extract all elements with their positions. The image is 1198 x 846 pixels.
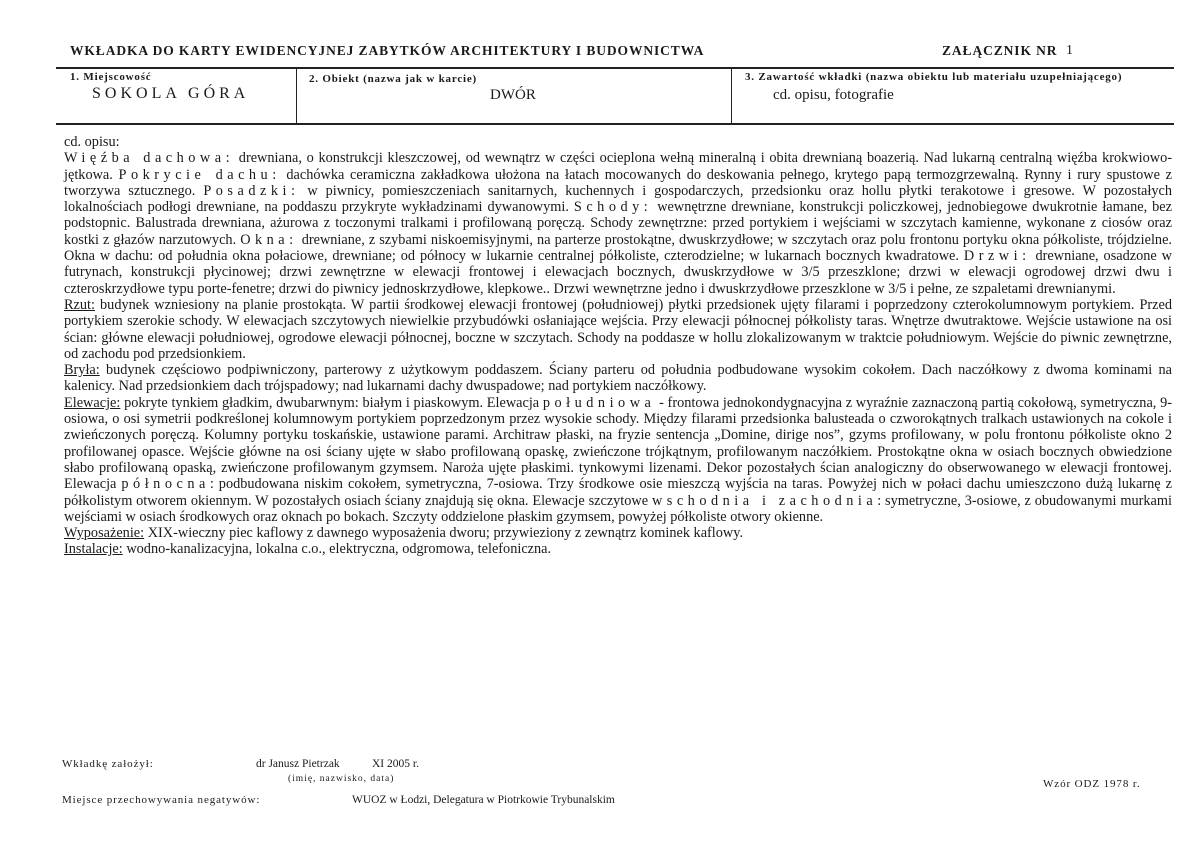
- annex-number: 1: [1066, 43, 1073, 58]
- description-paragraph-rzut: [64, 297, 1172, 362]
- contents-label: 3. Zawartość wkładki (nazwa obiektu lub materiału uzupełniającego): [745, 71, 1123, 83]
- heading-instalacje: Instalacje:: [64, 541, 123, 558]
- text-instalacje: wodno-kanalizacyjna, lokalna c.o., elektryczna, odgromowa, telefoniczna.: [122, 541, 552, 558]
- field-divider-2: [731, 68, 732, 123]
- negatives-location: WUOZ w Łodzi, Delegatura w Piotrkowie Trybunalskim: [352, 794, 615, 806]
- author-hint: (imię, nazwisko, data): [288, 774, 395, 784]
- term-schody: Schody:: [573, 199, 653, 216]
- founded-label: Wkładkę założył:: [62, 758, 154, 770]
- field-divider-1: [296, 68, 297, 123]
- term-wiezba: Więźba dachowa:: [64, 150, 235, 167]
- heading-rzut: Rzut:: [64, 296, 95, 313]
- term-polnocna: północna: [121, 476, 210, 493]
- text-elewacje-3: : podbudowana niskim cokołem, symetryczna, 7-osiowa. Trzy środkowe osie mieszczą wyjścia na taras. Powyżej nich w połaci dachu umieszczono dużą lukarnę z półkolistym otworem okiennym. W pozostałych osiach ściany znajdują się okna. Elewacje szczytowe: [64, 476, 1172, 509]
- description-paragraph-construction: [64, 150, 1172, 297]
- form-title: WKŁADKA DO KARTY EWIDENCYJNEJ ZABYTKÓW ARCHITEKTURY I BUDOWNICTWA: [70, 43, 705, 58]
- heading-elewacje: Elewacje:: [64, 394, 121, 411]
- text-elewacje-2: - frontowa jednokondygnacyjna z wyraźnie zaznaczoną partią cokołową, symetryczna, 9-osiowa, o osi symetrii podkreślonej kolumnowym portykiem poprzedzonym przez wysokie schody. Między filarami przedsionka balusteada o czworokątnych tralkach ustawionych na cokole i zwieńczonych poręczą. Kolumny portyku toskańskie, ustawione parami. Architraw płaski, na fryzie sentencja „Domine, dirige nos”, gzyms profilowany, w polu frontonu półkoliste okno 2 profilowanej opasce. Wejście główne na osi ściany ujęte w słabo profilowaną opaskę, zwieńczone trójkątnym, profilowanym naczółkiem. Prostokątne okna w osiach bocznych obwiedzione słabo profilowaną opaską, zwieńczone profilowanym gzymsem. Naroża ujęte płaskimi. tynkowymi lizenami. Dekor pozostałych ścian analogiczny do obserwowanego w elewacji frontowej. Elewacja: [64, 394, 1172, 493]
- text-posadzki: w piwnicy, pomieszczeniach sanitarnych, kuchennych i gospodarczych, przedsionku oraz hollu płytki terakotowe i gresowe. W pozostałych lokalnościach podłogi drewniane, na poddaszu przykryte wykładzinami dywanowymi.: [64, 182, 1172, 216]
- description-paragraph-bryla: [64, 362, 1172, 395]
- text-elewacje-1: pokryte tynkiem gładkim, dwubarwnym: białym i piaskowym. Elewacja: [120, 394, 543, 411]
- term-posadzki: Posadzki:: [203, 182, 300, 199]
- text-schody: wewnętrzne drewniane, konstrukcji policzkowej, jednobiegowe dwukrotnie łamane, bez podstopnic. Balustrada drewniana, ażurowa z toczonymi tralkami i profilowaną poręczą. Schody zewnętrzne: przed portykiem i wejściami w szczytach kamienne, wykonane z ciosów oraz kostki z głazów narzutowych.: [64, 199, 1172, 248]
- form-model: Wzór ODZ 1978 r.: [1043, 778, 1141, 790]
- contents-value: cd. opisu, fotografie: [773, 87, 894, 103]
- heading-bryla: Bryła:: [64, 362, 100, 379]
- object-value: DWÓR: [490, 87, 536, 103]
- description-paragraph-elewacje: [64, 395, 1172, 525]
- text-drzwi: drewniane, osadzone w futrynach, konstrukcji płycinowej; drzwi zewnętrzne w elewacji frontowej i elewacjach bocznych, dwuskrzydłowe w 3/5 przeszklone; drzwi w elewacji ogrodowej drzwi dwu i czteroskrzydłowe typu porte-fenetre; drzwi do piwnicy jednoskrzydłowe, klepkowe.. Drzwi wewnętrzne jedno i dwuskrzydłowe przeszklone w 3/5 i pełne, ze szpaletami drewnianymi.: [64, 248, 1172, 297]
- negatives-label: Miejsce przechowywania negatywów:: [62, 794, 261, 806]
- object-label: 2. Obiekt (nazwa jak w karcie): [309, 73, 478, 85]
- author-date: XI 2005 r.: [372, 758, 419, 770]
- table-top-rule: [56, 67, 1174, 69]
- text-wyposazenie: XIX-wieczny piec kaflowy z dawnego wyposażenia dworu; przywieziony z zewnątrz kominek kaflowy.: [144, 525, 744, 542]
- term-poludniowa: południowa: [542, 394, 656, 411]
- term-okna: Okna:: [240, 231, 298, 248]
- text-pokrycie: dachówka ceramiczna zakładkowa ułożona na łatach mocowanych do deskowania pełnego, krytego papą termozgrzewalną. Rynny i rury spustowe z tworzywa sztucznego.: [64, 166, 1172, 199]
- annex-label: ZAŁĄCZNIK NR: [942, 43, 1058, 58]
- description-intro: cd. opisu:: [64, 134, 120, 150]
- text-wiezba: drewniana, o konstrukcji kleszczowej, od wewnątrz w części ocieplona wełną mineralną i obita drewnianą boazerią. Nad lukarną centralną więźba krokwiowo-jętkowa.: [64, 150, 1172, 183]
- description-paragraph-instalacje: [64, 541, 1172, 557]
- text-elewacje-4: : symetryczne, 3-osiowe, z obudowanymi murkami wejściami w osiach środkowych oraz oknach po bokach. Szczyty oddzielone płaskim gzymsem, powyżej półkoliste otwory okienne.: [64, 492, 1172, 525]
- heading-wyposazenie: Wyposażenie:: [64, 525, 145, 542]
- description-paragraph-wyposazenie: [64, 525, 1172, 541]
- table-bottom-rule: [56, 123, 1174, 125]
- location-value: SOKOLA GÓRA: [92, 85, 250, 102]
- term-wschodnia-zachodnia: wschodnia i zachodnia: [651, 492, 878, 509]
- text-okna: drewniane, z szybami niskoemisyjnymi, na parterze prostokątne, dwuskrzydłowe; w szczytach oraz polu frontonu portyku okna półkoliste, trójdzielne. Okna w dachu: od południa okna połaciowe, drewniane; od północy w lukarnie centralnej półkoliste, czterodzielne; w lukarnach bocznych kwadratowe.: [64, 231, 1172, 265]
- description-body: [64, 134, 1172, 558]
- text-rzut: budynek wzniesiony na planie prostokąta. W partii środkowej elewacji frontowej (południowej) płytki przedsionek ujęty filarami i poprzedzony czterokolumnowym portykiem. Przed portykiem szerokie schody. W elewacjach szczytowych niewielkie przybudówki osłaniające wejścia. Przy elewacji północnej półkolisty taras. Wnętrze dwutraktowe. Wejście ustawione na osi ścian: główne elewacji południowej, ogrodowe elewacji północnej, boczne w szczytach. Schody na poddasze w hollu zlokalizowanym w traktcie południowym. Wejście do piwnic zewnętrzne, od zachodu pod przedsionkiem.: [64, 296, 1172, 362]
- author-name: dr Janusz Pietrzak: [256, 758, 340, 770]
- location-label: 1. Miejscowość: [70, 71, 152, 83]
- term-drzwi: Drzwi:: [963, 248, 1031, 265]
- text-bryla: budynek częściowo podpiwniczony, parterowy z użytkowym poddaszem. Ściany parteru od południa podbudowane wysokim cokołem. Dach naczółkowy z dwoma kominami na kalenicy. Nad przedsionkiem dach trójspadowy; nad lukarnami dachy dwuspadowe; nad portykiem naczółkowy.: [64, 362, 1172, 395]
- term-pokrycie: Pokrycie dachu:: [118, 166, 281, 183]
